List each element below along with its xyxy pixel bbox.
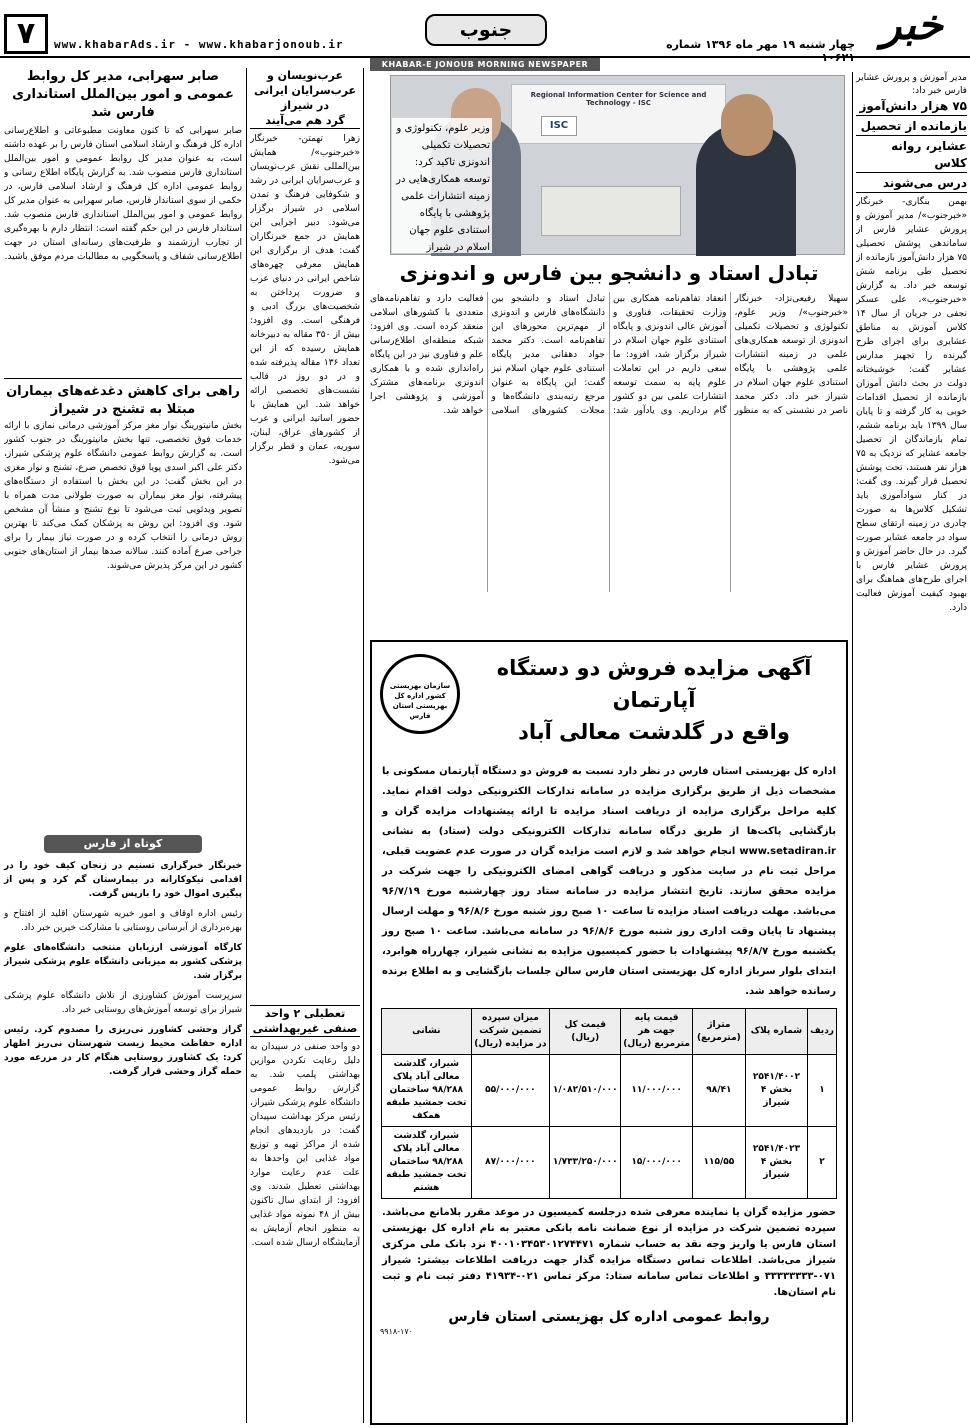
article-body-epilepsy: بخش مانیتورینگ نوار مغز مرکز آموزشی درمانی نمازی با ارائه خدمات فوق تخصصی، تنها بخش مانیتورینگ در جنوب کشور است. به گزارش روابط عمومی دانشگاه علوم پزشکی شیراز، دکتر علی اکبر اسدی پویا فوق تخصص صرع، تشنج و نوار مغزی در این بخش گفت: در این بخش با استفاده از دستگاه‌های پیشرفته، نوار مغز بیماران به صورت طولانی مدت همراه با تصویر ویدئویی ثبت می‌شود تا نوع تشنج و منشأ آن مشخص شود. وی افزود: این روش به پزشکان کمک می‌کند تا بهترین روش درمانی را انتخاب کرده و در صورت نیاز بیمار را برای جراحی صرع آماده کنند. سالانه صدها بیمار از استان‌های جنوبی کشور در این مرکز پذیرش می‌شوند. bbox=[4, 421, 242, 571]
article-headline-2: بازمانده از تحصیل bbox=[856, 118, 967, 136]
article-headline-epilepsy: راهی برای کاهش دغدغه‌های بیماران مبتلا به تشنج در شیراز bbox=[4, 378, 242, 419]
short-news-item: کارگاه آموزشی ارزیابان منتخب دانشگاه‌های علوم پزشکی کشور به میزبانی دانشگاه علوم پزشکی شیراز برگزار شد. bbox=[4, 943, 242, 981]
column-left bbox=[4, 68, 242, 1423]
col-header: متراژ (مترمربع) bbox=[692, 1009, 745, 1055]
site-urls[interactable]: www.khabarAds.ir - www.khabarjonoub.ir bbox=[54, 38, 344, 51]
table-cell: ۲۵۴۱/۴۰۰۲ بخش ۴ شیراز bbox=[745, 1055, 807, 1127]
short-news-item: رئیس اداره اوقاف و امور خیریه شهرستان اقلید از افتتاح و بهره‌برداری از آبرسانی روستایی با مشارکت خیرین خبر داد. bbox=[4, 909, 242, 933]
person-right-head bbox=[721, 94, 773, 156]
short-news-band: کوتاه از فارس bbox=[44, 835, 202, 853]
main-article-body: سهیلا رفیعی‌نژاد- خبرنگار «خبرجنوب»/ وزیر علوم، تکنولوژی و تحصیلات تکمیلی اندونزی از توسعه همکاری‌های علمی در زمینه انتشارات علمی پژوهشی با پایگاه استنادی علوم جهان اسلام در شیراز خبر داد. دکتر محمد ناصر در نشستی که به منظور انعقاد تفاهم‌نامه همکاری بین وزارت تحقیقات، فناوری و آموزش عالی اندونزی و پایگاه استنادی علوم جهان اسلام در شیراز برگزار شد، افزود: ما سعی داریم در این تعاملات علوم پایه به سمت توسعه انتشارات علمی بین دو کشور گام برداریم. وی یادآور شد: تبادل استاد و دانشجو بین دانشگاه‌های فارس و اندونزی از مهم‌ترین محورهای این تفاهم‌نامه است. دکتر محمد جواد دهقانی مدیر پایگاه استنادی علوم جهان اسلام نیز گفت: این پایگاه به عنوان مرجع رتبه‌بندی دانشگاه‌ها و مجلات کشورهای اسلامی فعالیت دارد و تفاهم‌نامه‌های متعددی با کشورهای اسلامی منعقد کرده است. وی افزود: شبکه منطقه‌ای اطلاع‌رسانی علم و فناوری نیز در این پایگاه راه‌اندازی شده و با همکاری اندونزی برنامه‌های مشترک آموزشی و پژوهشی اجرا خواهد شد. bbox=[370, 294, 848, 416]
col-header: نشانی bbox=[382, 1009, 472, 1055]
article-headline: صابر سهرابی، مدیر کل روابط عمومی و امور بین‌الملل استانداری فارس شد bbox=[12, 69, 234, 120]
ad-title-1: آگهی مزایده فروش دو دستگاه آپارتمان bbox=[496, 656, 812, 712]
ad-footer: حضور مزایده گران یا نماینده معرفی شده درجلسه کمیسیون در موعد مقرر بلامانع می‌باشد. سپرده تضمین شرکت در مزایده از نوع ضمانت نامه بانکی معتبر به نام اداره کل بهزیستی استان فارس یا واریز وجه نقد به حساب شماره ۴۰۰۱۰۳۴۵۳۰۱۲۷۴۴۷۱ نزد بانک ملی مرکزی شیراز می‌باشد. اطلاعات تماس دستگاه مزایده گذار جهت دریافت اطلاعات بیشتر: شیراز ۰۷۱-۳۳۳۳۳۳۳۳ و اطلاعات تماس سامانه ستاد: مرکز تماس ۰۲۱-۴۱۹۳۴ دفتر ثبت نام و ثبت نام استان‌ها. bbox=[382, 1207, 836, 1298]
article-headline-1: ۷۵ هزار دانش‌آموز bbox=[856, 98, 967, 116]
logo-main: خبر bbox=[881, 0, 943, 49]
auction-ad bbox=[370, 640, 848, 1425]
article-body: زهرا تهمتن- خبرنگار «خبرجنوب»/ همایش بین‌المللی نقش عرب‌نویسان و عرب‌سرایان ایرانی در رشد و شکوفایی فرهنگ و تمدن اسلامی در شیراز برگزار می‌شود. دبیر اجرایی این همایش در جمع خبرنگاران گفت: هدف از برگزاری این همایش معرفی چهره‌های شاخص ایرانی در دنیای عرب و ضرورت پرداختن به شخصیت‌های بزرگ ادبی و فرهنگی است. وی افزود: بیش از ۳۵۰ مقاله به دبیرخانه همایش رسیده که از این تعداد ۱۳۶ مقاله پذیرفته شده و در دو روز در قالب نشست‌های تخصصی ارائه خواهد شد. این همایش با حضور اساتید ایرانی و عرب از کشورهای عراق، لبنان، سوریه، عمان و قطر برگزار می‌شود. bbox=[250, 134, 360, 466]
article-headline-health: تعطیلی ۲ واحد صنفی غیربهداشتی bbox=[250, 1005, 360, 1037]
article-headline-3: عشایر، روانه کلاس bbox=[856, 138, 967, 173]
table-cell: ۱۱۵/۵۵ bbox=[692, 1127, 745, 1199]
newspaper-logo bbox=[856, 2, 968, 56]
table-cell: ۲ bbox=[808, 1127, 837, 1199]
dateline: چهار شنبه ۱۹ مهر ماه ۱۳۹۶ شماره ۱۰۶۲۱ bbox=[666, 38, 855, 64]
auction-table bbox=[381, 1008, 837, 1199]
table-cell: ۱۱/۰۰۰/۰۰۰ bbox=[621, 1055, 693, 1127]
section-label: جنوب bbox=[425, 14, 547, 46]
article-body: صابر سهرابی که تا کنون معاونت مطبوعاتی و اطلاع‌رسانی اداره کل فرهنگ و ارشاد اسلامی استان فارس را بر عهده داشته است، به عنوان مدیر کل روابط عمومی و امور بین‌الملل استانداری فارس منصوب شد. به گزارش پایگاه اطلاع رسانی و روابط عمومی اداره کل فرهنگ و ارشاد اسلامی فارس، در حکمی از سوی استاندار فارس، صابر سهرابی به عنوان مدیر کل روابط عمومی و امور بین‌الملل استانداری فارس منصوب شد. استاندار فارس در این حکم گفته است: انتظار دارم با بهره‌گیری از تجارب ارزشمند و ظرفیت‌های رسانه‌ای استان در جهت اطلاع‌رسانی شفاف و پاسخگویی به مطالبات مردم موفق باشید. bbox=[4, 126, 242, 262]
table-cell: ۱۵/۰۰۰/۰۰۰ bbox=[621, 1127, 693, 1199]
behzisti-seal: سازمان بهزیستی کشور اداره کل بهزیستی استان فارس bbox=[380, 654, 460, 734]
article-headline-4: درس می‌شوند bbox=[856, 175, 967, 193]
photo-banner: Regional Information Center for Science and Technology - ISC bbox=[511, 84, 726, 144]
table-cell: ۲۵۴۱/۴۰۲۳ بخش ۴ شیراز bbox=[745, 1127, 807, 1199]
article-body-health: دو واحد صنفی در سپیدان به دلیل رعایت نکردن موازین بهداشتی پلمب شد. به گزارش روابط عمومی دانشگاه علوم پزشکی شیراز، رئیس مرکز بهداشت سپیدان گفت: در بازدیدهای انجام شده از مراکز تهیه و توزیع مواد غذایی این واحدها به علت عدم رعایت موارد بهداشتی تعطیل شدند. وی افزود: از ابتدای سال تاکنون بیش از ۴۸ نمونه مواد غذایی به منظور انجام آزمایش به آزمایشگاه ارسال شده است. bbox=[250, 1042, 360, 1248]
short-news-item: گراز وحشی کشاورز نی‌ریزی را مصدوم کرد. رئیس اداره حفاظت محیط زیست شهرستان نی‌ریز اظهار کرد: یک کشاورز روستایی هنگام کار در مزرعه مورد حمله گراز وحشی قرار گرفت. bbox=[4, 1025, 242, 1077]
table-cell: ۱/۰۸۲/۵۱۰/۰۰۰ bbox=[550, 1055, 621, 1127]
article-subheadline: گرد هم می‌آیند bbox=[250, 113, 360, 129]
article-kicker: مدیر آموزش و پرورش عشایر فارس خبر داد: bbox=[856, 73, 967, 96]
isc-logo: ISC bbox=[541, 116, 577, 136]
subtitle-bar: KHABAR-E JONOUB MORNING NEWSPAPER bbox=[370, 58, 600, 71]
table-row bbox=[382, 1127, 837, 1199]
photo-caption: وزیر علوم، تکنولوژی و تحصیلات تکمیلی اندونزی تاکید کرد: توسعه همکاری‌هایی در زمینه انتشارات علمی پژوهشی با پایگاه استنادی علوم جهان اسلام در شیراز bbox=[392, 118, 492, 253]
table-cell: ۸۷/۰۰۰/۰۰۰ bbox=[471, 1127, 550, 1199]
table-cell: شیراز، گلدشت معالی آباد پلاک ۹۸/۲۸۸ ساختمان تخت جمشید طبقه همکف bbox=[382, 1055, 472, 1127]
col-header: قیمت پایه جهت هر مترمربع (ریال) bbox=[621, 1009, 693, 1055]
masthead bbox=[0, 0, 970, 64]
page-number: ۷ bbox=[4, 14, 48, 54]
short-news-item: سرپرست آموزش کشاورزی از تلاش دانشگاه علوم پزشکی شیراز برای توسعه آموزش‌های روستایی خبر داد. bbox=[4, 991, 242, 1015]
ad-code: ۹۹۱۸-۱۷۰ bbox=[380, 1327, 413, 1336]
article-education bbox=[852, 72, 967, 1422]
main-headline: تبادل استاد و دانشجو بین فارس و اندونزی bbox=[399, 261, 819, 285]
table-cell: شیراز، گلدشت معالی آباد پلاک ۹۸/۲۸۸ ساختمان تخت جمشید طبقه هشتم bbox=[382, 1127, 472, 1199]
table-cell: ۱ bbox=[808, 1055, 837, 1127]
article-headline: عرب‌نویسان و عرب‌سرایان ایرانی در شیراز bbox=[253, 69, 357, 112]
col-header: میزان سپرده تضمین شرکت در مزایده (ریال) bbox=[471, 1009, 550, 1055]
ad-signature: روابط عمومی اداره کل بهزیستی استان فارس bbox=[448, 1309, 770, 1325]
article-body: بهمن بنگاری- خبرنگار «خبرجنوب»/ مدیر آموزش و پرورش عشایر فارس از ساماندهی پوشش تحصیلی ۷۵ هزار دانش‌آموز بازمانده از تحصیل طی برنامه شش توسعه خبر داد. به گزارش «خبرجنوب»، علی عسکر نجفی در جریان از سال ۱۴ کلاس آموزش به مناطق عشایری برای اجرای طرح گیرنده را تجهیز مدارس عشایر گفت: خوشبختانه دولت در بحث دانش آموزان بازمانده از تحصیل اقدامات خوبی به کار گرفته و تا پایان سال ۱۳۹۹ باید برنامه ششم، تمام بازماندگان از تحصیل جامعه عشایر که نزدیک به ۷۵ هزار نفر هستند، تحت پوشش تحصیل قرار گیرند. وی گفت: در کنار سوادآموزی باید تشکیل کلاس‌ها به صورت چادری در زمینه ارتقای سطح سواد در جامعه عشایر صورت گیرد. در حال حاضر آموزش و پرورش عشایر فارس با اجرای طرح‌های هماهنگ برای بهبود کیفیت آموزش فعالیت دارد. bbox=[856, 197, 967, 613]
col-header: قیمت کل (ریال) bbox=[550, 1009, 621, 1055]
column-middle bbox=[246, 68, 364, 1423]
col-header: ردیف bbox=[808, 1009, 837, 1055]
table-cell: ۵۵/۰۰۰/۰۰۰ bbox=[471, 1055, 550, 1127]
short-news-item: خبرنگار خبرگزاری تسنیم در زنجان کیف خود را در اقدامی نیکوکارانه در بیمارستان گم کرد و پس از پیگیری اموال خود را بازپس گرفت. bbox=[4, 861, 242, 899]
table-cell: ۹۸/۴۱ bbox=[692, 1055, 745, 1127]
col-header: شماره پلاک bbox=[745, 1009, 807, 1055]
ad-body: اداره کل بهزیستی استان فارس در نظر دارد نسبت به فروش دو دستگاه آپارتمان مسکونی با مشخصات ذیل از طریق برگزاری مزایده در سامانه تدارکات الکترونیکی دولت اقدام نماید. کلیه مراحل برگزاری مزایده از دریافت اسناد مزایده تا ارائه پیشنهادات مزایده گران و بازگشایی پاکت‌ها از طریق درگاه سامانه تدارکات الکترونیکی دولت (ستاد) به نشانی www.setadiran.ir انجام خواهد شد و لازم است مزایده گران در صورت عدم عضویت قبلی، مراحل ثبت نام در سایت مذکور و دریافت گواهی امضای الکترونیکی را جهت شرکت در مزایده محقق سازند. تاریخ انتشار مزایده در سامانه ستاد روز چهارشنبه مورخ ۹۶/۷/۱۹ می‌باشد. مهلت دریافت اسناد مزایده تا ساعت ۱۰ صبح روز شنبه مورخ ۹۶/۸/۶ و مهلت ارسال پیشنهاد تا پایان وقت اداری روز شنبه مورخ ۹۶/۸/۶ در سامانه می‌باشد. ساعت ۱۰ صبح روز یکشنبه مورخ ۹۶/۸/۷ پیشنهادات با حضور کمیسیون مزایده به نشانی شیراز، چهارراه هوابرد، ابتدای بلوار سرباز اداره کل بهزیستی استان فارس سالن جلسات بازگشایی و به اطلاع برنده رسانده خواهد شد. bbox=[382, 766, 836, 997]
table-row bbox=[382, 1055, 837, 1127]
signed-document bbox=[541, 186, 681, 236]
table-cell: ۱/۷۳۳/۲۵۰/۰۰۰ bbox=[550, 1127, 621, 1199]
ad-title-2: واقع در گلدشت معالی آباد bbox=[518, 720, 790, 744]
